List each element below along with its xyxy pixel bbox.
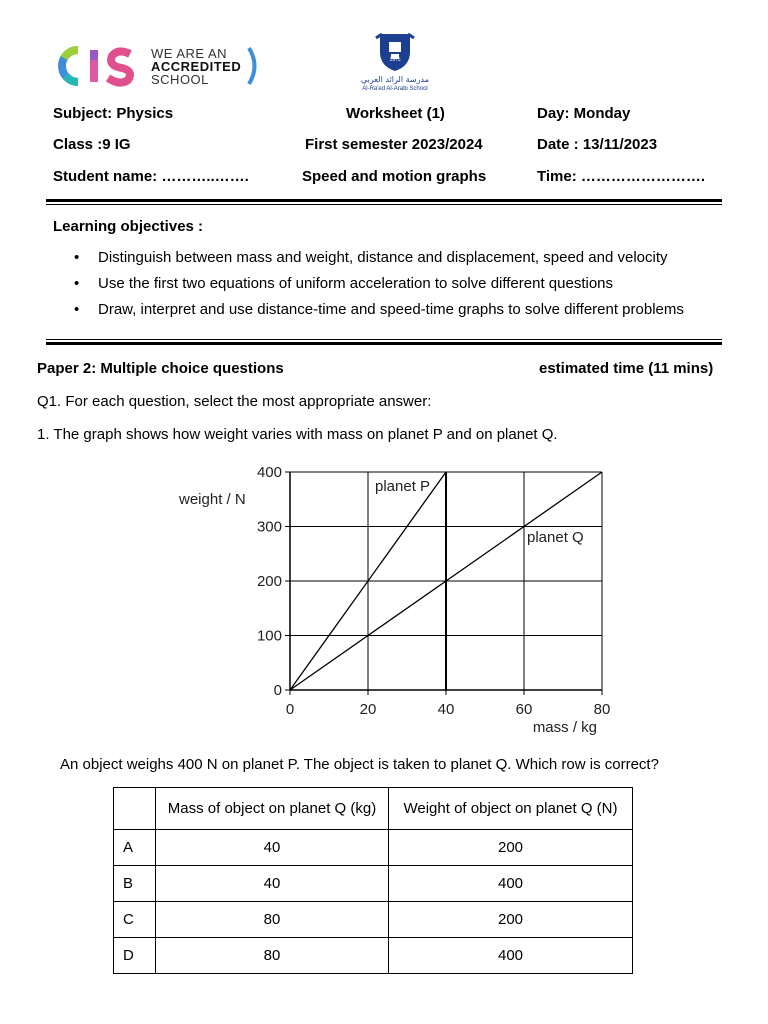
objectives-list	[74, 249, 684, 327]
y-tick-label: 0	[273, 682, 282, 699]
weight-cell: 400	[389, 938, 633, 974]
y-tick-label: 300	[256, 518, 282, 536]
divider-bottom-thick	[46, 342, 722, 345]
option-letter: C	[114, 902, 156, 938]
option-letter: B	[114, 866, 156, 902]
x-axis-label: mass / kg	[532, 719, 597, 736]
series-label-planet-p: planet P	[375, 478, 431, 495]
mass-cell: 40	[156, 830, 389, 866]
subject-label: Subject: Physics	[53, 105, 174, 122]
table-header-cell	[114, 788, 156, 830]
crest-year: 1975	[389, 57, 401, 63]
worksheet-label: Worksheet (1)	[346, 105, 445, 122]
cis-letters-graphic	[56, 44, 146, 88]
y-tick-label: 400	[256, 464, 282, 481]
cis-line1: WE ARE AN	[151, 46, 228, 61]
date-label: Date : 13/11/2023	[537, 136, 658, 153]
table-header-row	[114, 788, 633, 830]
y-tick-label: 100	[256, 627, 282, 645]
mass-cell: 80	[156, 902, 389, 938]
answer-row-c[interactable]	[114, 902, 633, 938]
weight-mass-chart	[170, 460, 630, 745]
weight-cell: 400	[389, 866, 633, 902]
mass-cell: 40	[156, 866, 389, 902]
divider-top-thin	[46, 204, 722, 205]
semester-label: First semester 2023/2024	[305, 136, 483, 153]
table-header-cell: Mass of object on planet Q (kg)	[156, 788, 389, 830]
question-prompt: An object weighs 400 N on planet P. The object is taken to planet Q. Which row is correct?	[60, 756, 659, 773]
x-tick-label: 0	[285, 701, 295, 718]
table-header-cell: Weight of object on planet Q (N)	[389, 788, 633, 830]
mass-cell: 80	[156, 938, 389, 974]
topic-label: Speed and motion graphs	[302, 168, 487, 185]
cis-line3: SCHOOL	[151, 72, 209, 87]
paper-title: Paper 2: Multiple choice questions	[37, 360, 284, 377]
weight-cell: 200	[389, 830, 633, 866]
q1-intro: Q1. For each question, select the most appropriate answer:	[37, 393, 432, 410]
crest-caption-en: Al-Ra'ed Al-Arabi School	[362, 86, 428, 92]
day-label: Day: Monday	[537, 105, 631, 122]
weight-cell: 200	[389, 902, 633, 938]
answer-row-d[interactable]	[114, 938, 633, 974]
x-tick-label: 80	[593, 701, 611, 718]
x-tick-label: 60	[515, 701, 533, 718]
question-1-text: 1. The graph shows how weight varies with mass on planet P and on planet Q.	[37, 426, 558, 443]
crest-caption-ar: مدرسة الرائد العربي	[361, 75, 429, 84]
option-letter: D	[114, 938, 156, 974]
student-name-field[interactable]: Student name: ………..…….	[53, 168, 249, 185]
cis-line2: ACCREDITED	[151, 59, 242, 74]
divider-top-thick	[46, 199, 722, 202]
x-tick-label: 20	[359, 701, 377, 718]
cis-logo	[56, 44, 266, 88]
paper-time: estimated time (11 mins)	[539, 360, 714, 377]
objectives-title: Learning objectives :	[53, 218, 204, 235]
time-field[interactable]: Time: …………………….	[537, 168, 706, 185]
y-tick-label: 200	[256, 573, 282, 590]
divider-bottom-thin	[46, 339, 722, 340]
shield-icon	[370, 30, 420, 72]
objective-item: • Distinguish between mass and weight, distance and displacement, speed and velocity	[74, 249, 684, 275]
answer-table	[113, 787, 633, 974]
objective-item: • Draw, interpret and use distance-time and speed-time graphs to solve different problems	[74, 301, 684, 327]
cis-bracket-icon	[246, 46, 262, 86]
option-letter: A	[114, 830, 156, 866]
answer-row-b[interactable]	[114, 866, 633, 902]
school-crest	[355, 30, 435, 95]
objective-item: • Use the first two equations of uniform acceleration to solve different questions	[74, 275, 684, 301]
x-tick-label: 40	[437, 701, 455, 718]
y-axis-label: weight / N	[179, 491, 246, 508]
class-label: Class :9 IG	[53, 136, 131, 153]
answer-row-a[interactable]	[114, 830, 633, 866]
series-label-planet-q: planet Q	[527, 529, 584, 546]
